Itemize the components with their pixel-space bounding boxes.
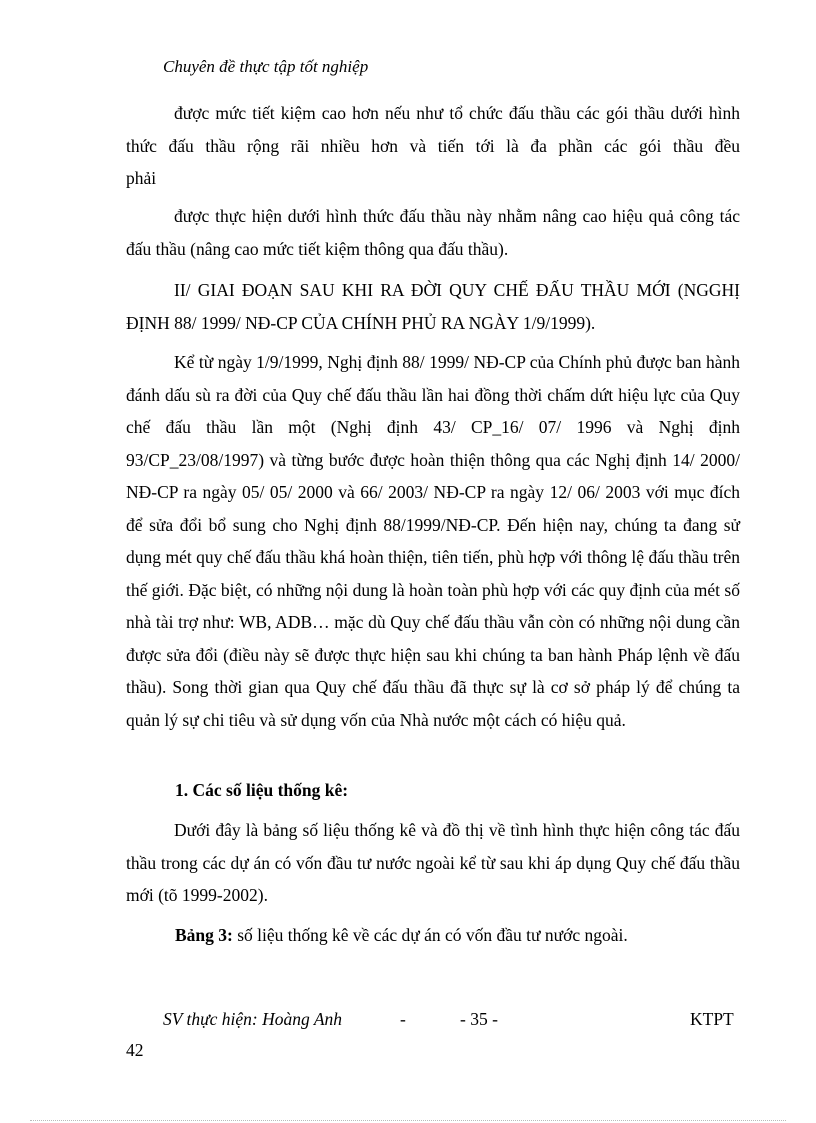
page-header-title: Chuyên đề thực tập tốt nghiệp bbox=[163, 57, 369, 76]
footer-number: 42 bbox=[126, 1040, 144, 1060]
footer-author: SV thực hiện: Hoàng Anh bbox=[163, 1009, 343, 1029]
paragraph-1-end: phải bbox=[126, 168, 157, 188]
page-bottom-divider bbox=[30, 1120, 786, 1121]
footer-department: KTPT bbox=[690, 1009, 734, 1029]
table-caption bbox=[175, 925, 628, 946]
statistics-heading: 1. Các số liệu thống kê: bbox=[175, 780, 349, 800]
paragraph-5: Dưới đây là bảng số liệu thống kê và đồ thị về tình hình thực hiện công tác đấu thầu trong các dự án có vốn đầu tư nước ngoài kể từ sau khi áp dụng Quy chế đấu thầu mới (tõ 1999-2002). bbox=[126, 820, 740, 905]
footer-dash: - bbox=[400, 1009, 406, 1029]
table-caption-label: Bảng 3: bbox=[175, 925, 233, 945]
paragraph-1: được mức tiết kiệm cao hơn nếu như tổ chức đấu thầu các gói thầu dưới hình thức đấu thầu rộng rãi nhiều hơn và tiến tới là đa phần các gói thầu đều bbox=[126, 103, 740, 156]
paragraph-4: Kể từ ngày 1/9/1999, Nghị định 88/ 1999/ NĐ-CP của Chính phủ được ban hành đánh dấu sù ra đời của Quy chế đấu thầu lần hai đồng thời chấm dứt hiệu lực của Quy chế đấu thầu lần một (Nghị định 43/ CP_16/ 07/ 1996 và Nghị định 93/CP_23/08/1997) và từng bước được hoàn thiện thông qua các Nghị định 14/ 2000/ NĐ-CP ra ngày 05/ 05/ 2000 và 66/ 2003/ NĐ-CP ra ngày 12/ 06/ 2003 với mục đích để sửa đổi bổ sung cho Nghị định 88/1999/NĐ-CP. Đến hiện nay, chúng ta đang sử dụng mét quy chế đấu thầu khá hoàn thiện, tiên tiến, phù hợp với thông lệ đấu thầu trên thế giới. Đặc biệt, có những nội dung là hoàn toàn phù hợp với các quy định của mét số nhà tài trợ như: WB, ADB… mặc dù Quy chế đấu thầu vẫn còn có những nội dung cần được sửa đổi (điều này sẽ được thực hiện sau khi chúng ta ban hành Pháp lệnh về đấu thầu). Song thời gian qua Quy chế đấu thầu đã thực sự là cơ sở pháp lý để chúng ta quản lý sự chi tiêu và sử dụng vốn của Nhà nước một cách có hiệu quả. bbox=[126, 352, 740, 730]
footer-page-number: - 35 - bbox=[460, 1009, 498, 1029]
paragraph-2: được thực hiện dưới hình thức đấu thầu này nhằm nâng cao hiệu quả công tác đấu thầu (nâng cao mức tiết kiệm thông qua đấu thầu). bbox=[126, 206, 740, 259]
section-heading-ii: II/ GIAI ĐOẠN SAU KHI RA ĐỜI QUY CHẾ ĐẤU THẦU MỚI (NGGHỊ ĐỊNH 88/ 1999/ NĐ-CP CỦA CHÍNH PHỦ RA NGÀY 1/9/1999). bbox=[126, 280, 740, 333]
table-caption-text: số liệu thống kê về các dự án có vốn đầu tư nước ngoài. bbox=[232, 925, 628, 945]
